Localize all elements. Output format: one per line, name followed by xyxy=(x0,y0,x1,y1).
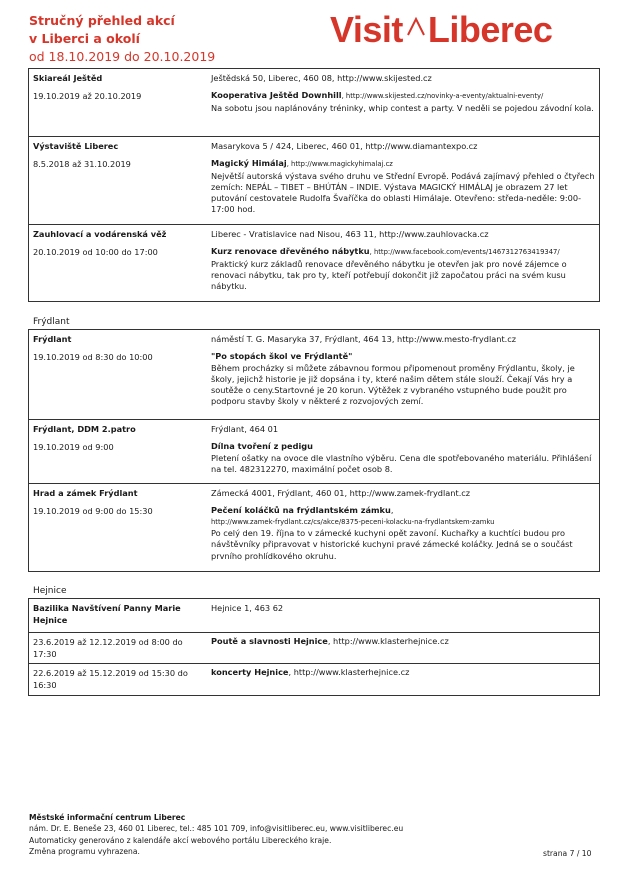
event-date: 19.10.2019 až 20.10.2019 xyxy=(33,91,142,101)
event-title: Kooperativa Ještěd Downhill xyxy=(211,90,342,100)
venue-name: Frýdlant xyxy=(33,334,72,344)
event-url[interactable]: , http://www.klasterhejnice.cz xyxy=(288,667,410,677)
footer-note-generated: Automaticky generováno z kalendáře akcí webového portálu Libereckého kraje. xyxy=(29,835,332,845)
table-row xyxy=(29,599,599,632)
table-row xyxy=(29,632,599,663)
event-url[interactable]: , http://www.facebook.com/events/1467312763419347/ xyxy=(369,248,560,256)
table-row xyxy=(29,136,599,224)
venue-name: Bazilika Navštívení Panny Marie Hejnice xyxy=(33,603,181,625)
table-row xyxy=(29,483,599,571)
events-table-liberec xyxy=(28,68,600,302)
event-url-separator: , xyxy=(390,505,394,515)
footer-note-changes: Změna programu vyhrazena. xyxy=(29,847,140,857)
event-date: 19.10.2019 od 8:30 do 10:00 xyxy=(33,352,153,362)
table-row xyxy=(29,69,599,136)
events-table-frydlant xyxy=(28,329,600,572)
event-title: Magický Himálaj xyxy=(211,158,287,168)
section-title-hejnice: Hejnice xyxy=(33,586,67,596)
venue-name: Frýdlant, DDM 2.patro xyxy=(33,424,136,434)
event-date: 19.10.2019 od 9:00 xyxy=(33,442,114,452)
event-description: Během procházky si můžete zábavnou formou připomenout proměny Frýdlantu, školy, je školy, jejichž historie je již dopsána i ty, které našim dětem stále slouží. Čekají Vás hry a soutěže o ceny.Startovné je 20 korun. Výtěžek z vybraného vstupného bude použit pro podporu stavby školy v některé z rozvojových zemí. xyxy=(211,362,575,407)
event-description: Na sobotu jsou naplánovány tréninky, whip contest a party. V neděli se pojedou závodní kola. xyxy=(211,102,594,113)
document-title-line2: v Liberci a okolí xyxy=(29,31,140,46)
venue-address: Ještědská 50, Liberec, 460 08, http://www.skijested.cz xyxy=(211,73,432,83)
event-date: 8.5.2018 až 31.10.2019 xyxy=(33,159,131,169)
document-header xyxy=(29,12,329,66)
event-title: Poutě a slavnosti Hejnice xyxy=(211,636,328,646)
event-date: 23.6.2019 až 12.12.2019 od 8:00 do 17:30 xyxy=(33,637,183,659)
page-number: strana 7 / 10 xyxy=(543,849,592,858)
venue-address: Hejnice 1, 463 62 xyxy=(211,603,284,613)
event-title: "Po stopách škol ve Frýdlantě" xyxy=(211,351,353,361)
logo-text-visit: Visit xyxy=(330,9,403,50)
event-description: Největší autorská výstava svého druhu ve Střední Evropě. Podává zajímavý přehled o čtyřech zemích: NEPÁL – TIBET – BHÚTÁN – INDIE. Výstava MAGICKÝ HIMÁLAJ je obrazem 27 let putování cestovatele Rudolfa Švaříčka do oblasti Himálaje. Otevřeno: středa-neděle: 9:00-17:00 hod. xyxy=(211,170,595,215)
events-table-hejnice xyxy=(28,598,600,696)
event-date: 19.10.2019 od 9:00 do 15:30 xyxy=(33,506,153,516)
event-url[interactable]: , http://www.skijested.cz/novinky-a-eventy/aktualni-eventy/ xyxy=(341,92,544,100)
venue-address: Frýdlant, 464 01 xyxy=(211,424,279,434)
table-row xyxy=(29,419,599,483)
event-date: 20.10.2019 od 10:00 do 17:00 xyxy=(33,247,158,257)
venue-address: náměstí T. G. Masaryka 37, Frýdlant, 464 13, http://www.mesto-frydlant.cz xyxy=(211,334,517,344)
page-footer xyxy=(29,812,429,858)
visit-liberec-logo xyxy=(330,11,552,49)
venue-address: Masarykova 5 / 424, Liberec, 460 01, http://www.diamantexpo.cz xyxy=(211,141,478,151)
event-date: 22.6.2019 až 15.12.2019 od 15:30 do 16:30 xyxy=(33,668,188,690)
footer-contact: nám. Dr. E. Beneše 23, 460 01 Liberec, tel.: 485 101 709, info@visitliberec.eu, www.visitliberec.eu xyxy=(29,824,404,834)
table-row xyxy=(29,663,599,695)
document-title-line1: Stručný přehled akcí xyxy=(29,13,175,28)
event-title: koncerty Hejnice xyxy=(211,667,289,677)
event-title: Kurz renovace dřevěného nábytku xyxy=(211,246,370,256)
section-title-frydlant: Frýdlant xyxy=(33,317,70,327)
event-title: Dílna tvoření z pedigu xyxy=(211,441,313,451)
venue-name: Zauhlovací a vodárenská věž xyxy=(33,229,167,239)
date-range: od 18.10.2019 do 20.10.2019 xyxy=(29,49,216,64)
logo-text-liberec: Liberec xyxy=(427,9,553,50)
venue-name: Skiareál Ještěd xyxy=(33,73,103,83)
event-description: Po celý den 19. října to v zámecké kuchyni opět zavoní. Kuchařky a kuchtíci budou pro návštěvníky připravovat v historické kuchyni pravé zámecké koláčky. Jedná se o součást prvního prohlídkového okruhu. xyxy=(211,528,573,561)
venue-address: Zámecká 4001, Frýdlant, 460 01, http://www.zamek-frydlant.cz xyxy=(211,488,471,498)
event-title: Pečení koláčků na frýdlantském zámku xyxy=(211,505,391,515)
table-row xyxy=(29,224,599,301)
event-url[interactable]: http://www.zamek-frydlant.cz/cs/akce/8375-peceni-kolacku-na-frydlantskem-zamku xyxy=(211,517,495,526)
event-url[interactable]: , http://www.klasterhejnice.cz xyxy=(327,636,449,646)
event-description: Pletení ošatky na ovoce dle vlastního výběru. Cena dle spotřebovaného materiálu. Přihlášení na tel. 482312270, maximální počet osob 8. xyxy=(211,452,592,474)
event-url[interactable]: , http://www.magickyhimalaj.cz xyxy=(286,160,393,168)
footer-organization: Městské informační centrum Liberec xyxy=(29,813,186,822)
event-description: Praktický kurz základů renovace dřevěného nábytku je otevřen jak pro nové zájemce o renovaci nábytku, tak pro ty, kteří potřebují dokončit již započatou práci na svém kusu nábytku. xyxy=(211,258,567,291)
venue-name: Výstaviště Liberec xyxy=(33,141,119,151)
venue-name: Hrad a zámek Frýdlant xyxy=(33,488,138,498)
logo-caret-icon xyxy=(405,13,427,43)
venue-address: Liberec - Vratislavice nad Nisou, 463 11, http://www.zauhlovacka.cz xyxy=(211,229,489,239)
table-row xyxy=(29,330,599,419)
